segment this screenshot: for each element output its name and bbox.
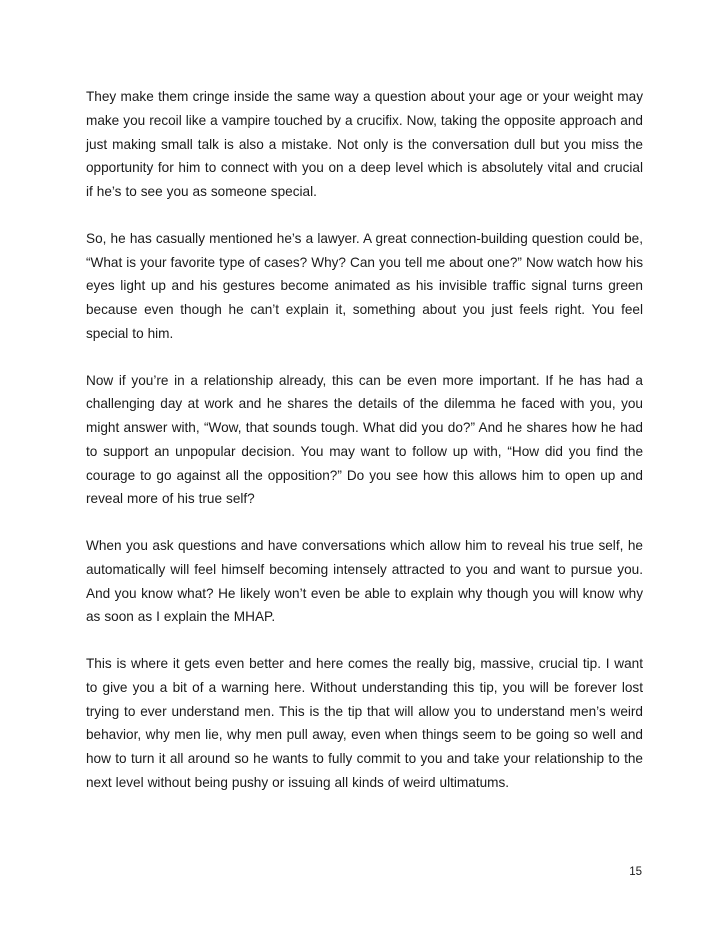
paragraph-5: This is where it gets even better and here comes the really big, massive, crucial tip. I want to give you a bit of a warning here. Without understanding this tip, you will be forever lost trying to ever understand men. This is the tip that will allow you to understand men’s weird behavior, why men lie, why men pull away, even when things seem to be going so well and how to turn it all around so he wants to fully commit to you and take your relationship to the next level without being pushy or issuing all kinds of weird ultimatums. [86,656,643,790]
paragraph-1: They make them cringe inside the same way a question about your age or your weight may make you recoil like a vampire touched by a crucifix. Now, taking the opposite approach and just making small talk is also a mistake. Not only is the conversation dull but you miss the opportunity for him to connect with you on a deep level which is absolutely vital and crucial if he’s to see you as someone special. [86,89,643,199]
paragraph-3: Now if you’re in a relationship already, this can be even more important. If he has had a challenging day at work and he shares the details of the dilemma he faced with you, you might answer with, “Wow, that sounds tough. What did you do?” And he shares how he had to support an unpopular decision. You may want to follow up with, “How did you find the courage to go against all the opposition?” Do you see how this allows him to open up and reveal more of his true self? [86,372,643,507]
body-text [86,85,643,818]
paragraph-2: So, he has casually mentioned he’s a lawyer. A great connection-building question could be, “What is your favorite type of cases? Why? Can you tell me about one?” Now watch how his eyes light up and his gestures become animated as his invisible traffic signal turns green because even though he can’t explain it, something about you just feels right. You feel special to him. [86,230,643,341]
page-number: 15 [629,866,642,878]
paragraph-4: When you ask questions and have conversations which allow him to reveal his true self, he automatically will feel himself becoming intensely attracted to you and want to pursue you. And you know what? He likely won’t even be able to explain why though you will know why as soon as I explain the MHAP. [86,538,643,625]
